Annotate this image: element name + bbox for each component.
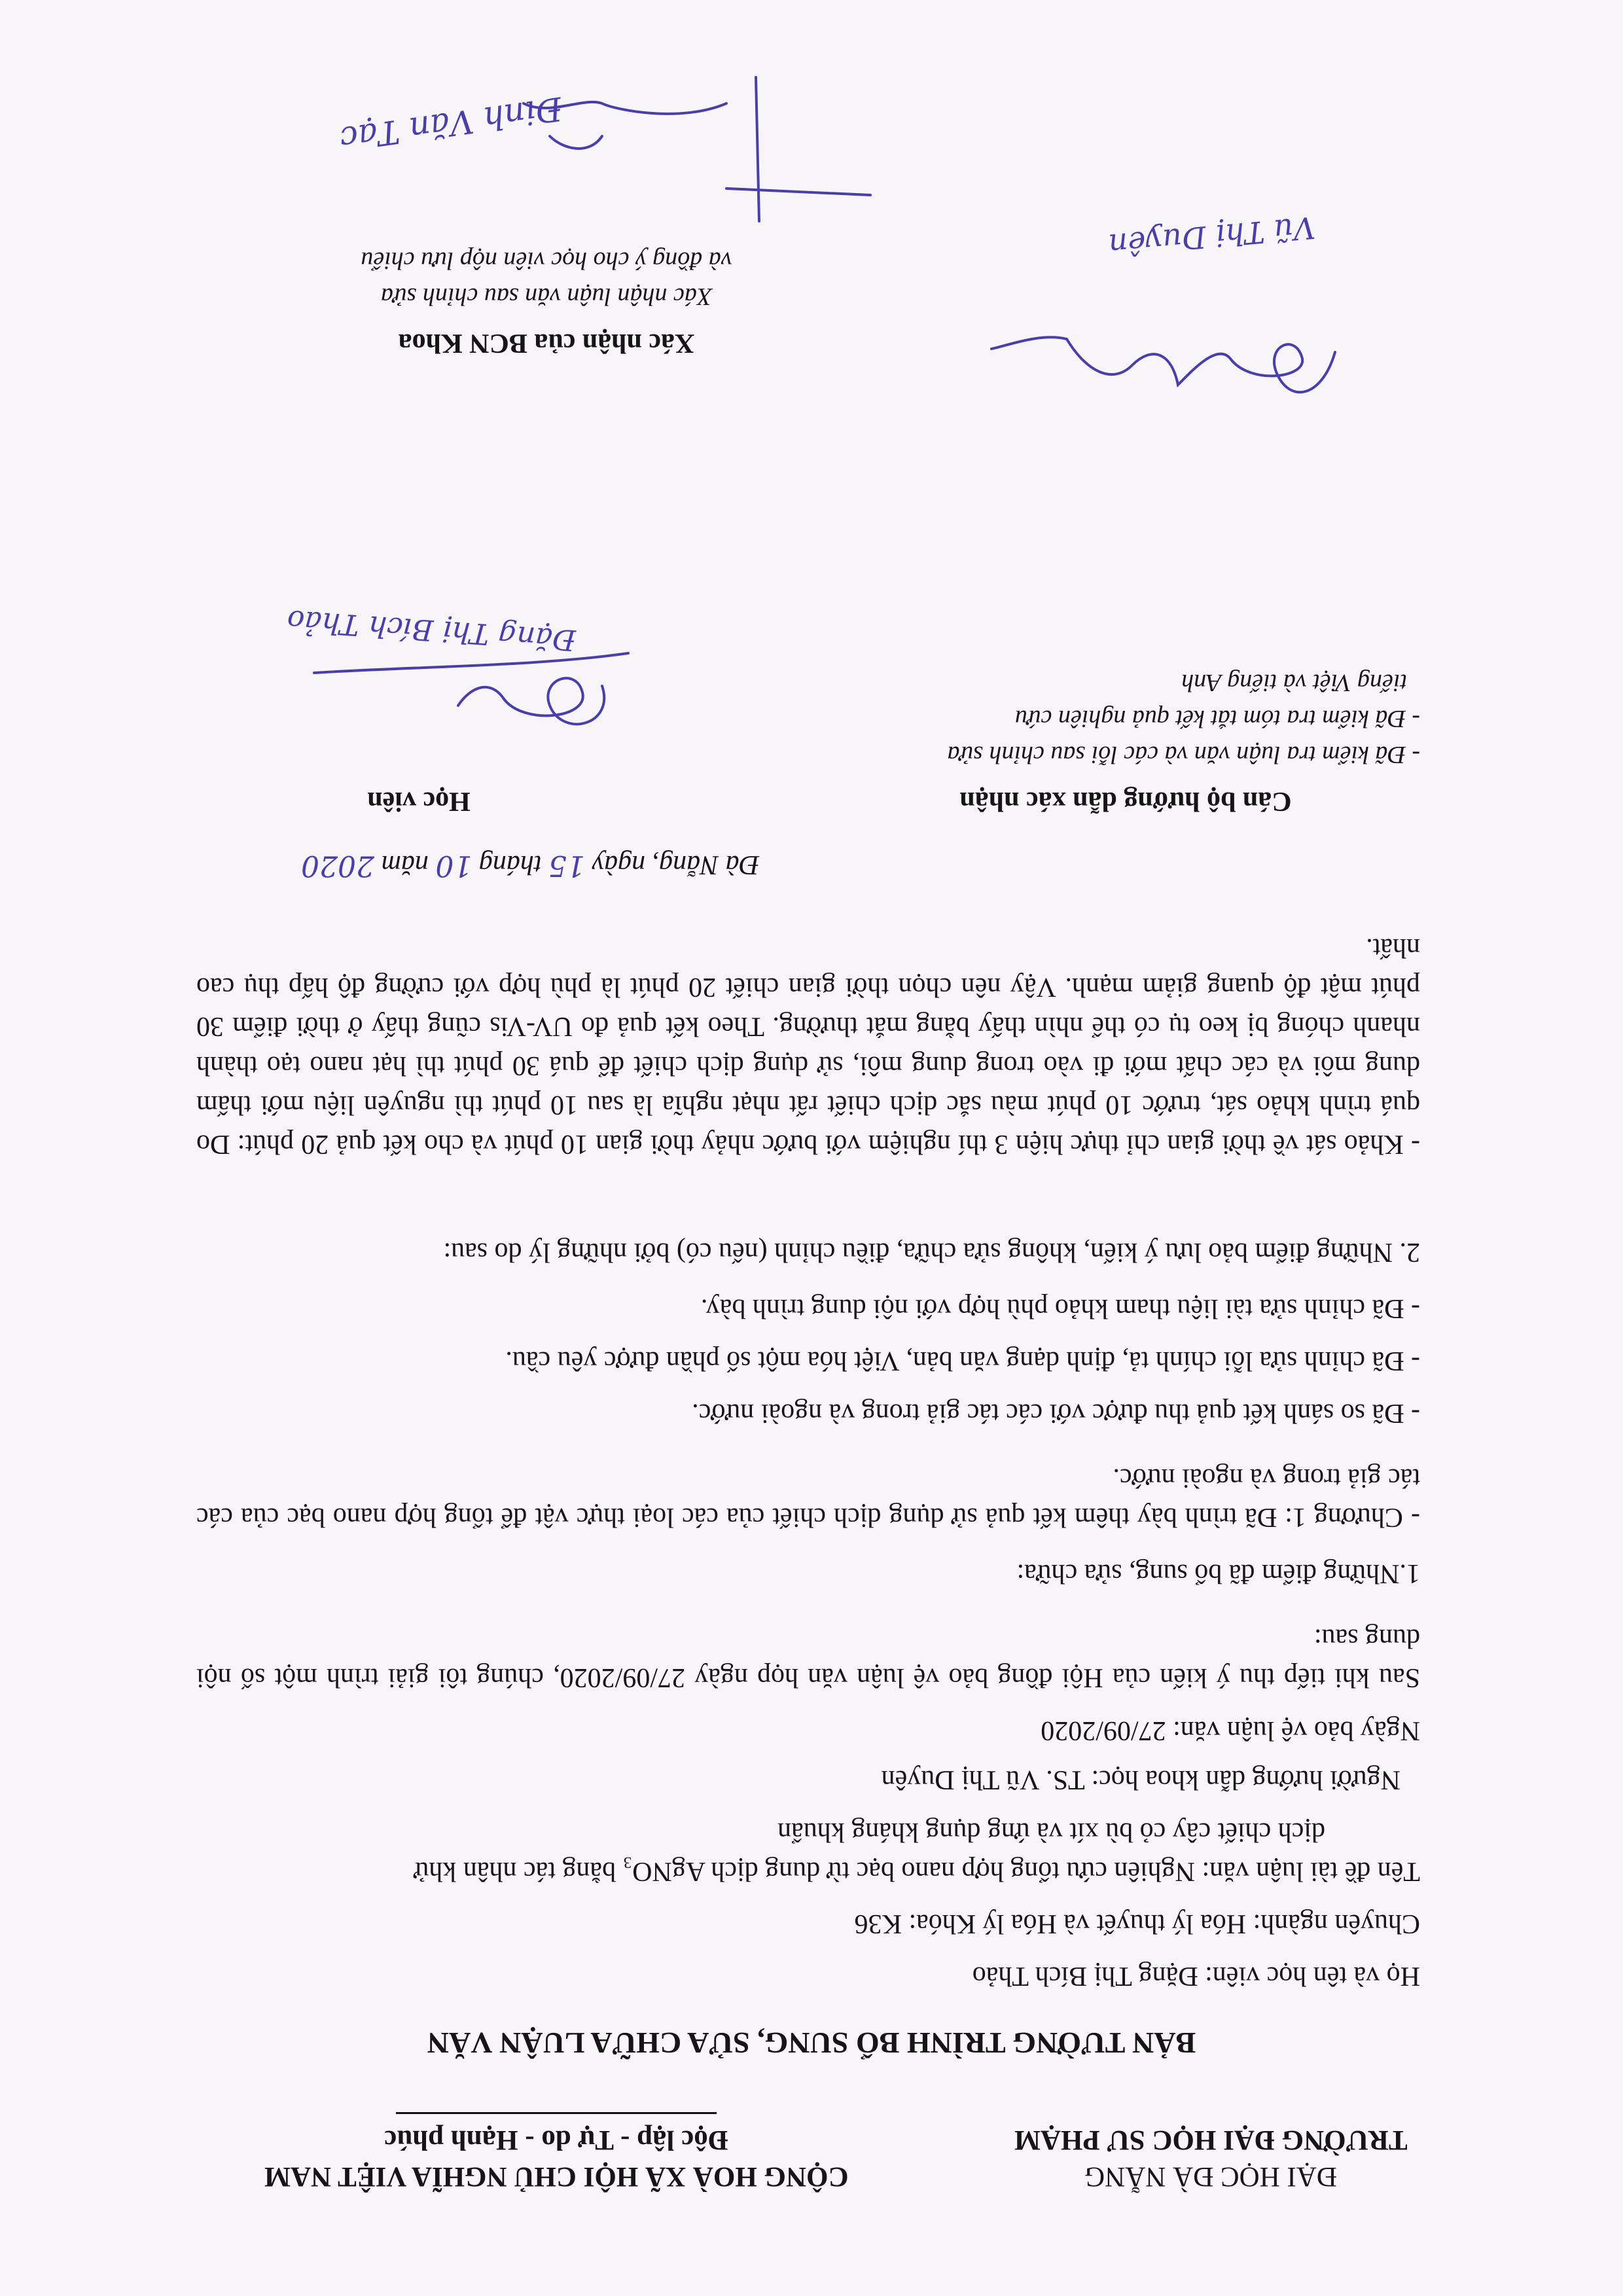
supervisor-title: Cán bộ hướng dẫn xác nhận [959, 786, 1292, 816]
student-name-line: Họ và tên học viên: Đặng Thị Bích Thảo [972, 1961, 1420, 1991]
topic-line-1: Tên đề tài luận văn: Nghiên cứu tổng hợp nano bạc từ dung dịch AgNO₃ bằng tác nhân khử [414, 1856, 1420, 1886]
section2-paragraph: - Khảo sát về thời gian chỉ thực hiện 3 thí nghiệm với bước nhảy thời gian 10 phút và cho kết quả 20 phút: Do quá trình khảo sát, trước 10 phút màu sắc dịch chiết rất nhạt nghĩa là sau 10 phút thì nguyên liệu mới thấm dung môi và các chất mới đi vào trong dung môi, sử dụng dịch chiết để quá 30 phút thì hạt nano tạo thành nhanh chóng bị keo tụ có thể nhìn thấy bằng mắt thường. Theo kết quả đo UV-Vis cũng thấy ở thời điểm 30 phút mật độ quang giảm mạnh. Vậy nên chọn thời gian chiết 20 phút là phù hợp với cường độ hấp thụ cao nhất. [196, 933, 1420, 1159]
student-signature-block [236, 785, 602, 817]
section1-item: - Đã chỉnh sửa tài liệu tham khảo phù hợp với nội dung trình bày. [700, 1293, 1420, 1323]
date-year-label: năm [381, 850, 429, 880]
supervisor-note-1: - Đã kiểm tra luận văn và các lỗi sau chỉnh sửa [947, 741, 1420, 768]
country-name: CỘNG HOÀ XÃ HỘI CHỦ NGHĨA VIỆT NAM [264, 2161, 849, 2192]
page-title: BẢN TƯỜNG TRÌNH BỔ SUNG, SỬA CHỮA LUẬN VĂN [427, 2026, 1196, 2060]
dean-confirmation-block [203, 242, 890, 359]
defense-date-line: Ngày bảo vệ luận văn: 27/09/2020 [1041, 1715, 1420, 1746]
student-printed-signature-name: Đặng Thị Bích Thảo [285, 603, 577, 657]
date-prefix: Đà Nẵng, ngày [592, 850, 759, 880]
date-line [301, 849, 759, 882]
date-month: 10 [435, 849, 473, 882]
motto: Độc lập - Tự do - Hạnh phúc [384, 2125, 728, 2155]
supervisor-signature [982, 306, 1348, 411]
section2-heading: 2. Những điểm bảo lưu ý kiến, không sửa chữa, điều chỉnh (nếu có) bởi những lý do sau: [443, 1237, 1420, 1267]
student-signature [288, 634, 654, 764]
supervisor-note-2: - Đã kiểm tra tóm tắt kết quả nghiên cứu [1014, 705, 1420, 732]
school-name: TRƯỜNG ĐẠI HỌC SƯ PHẠM [1014, 2125, 1408, 2155]
major-line: Chuyên ngành: Hóa lý thuyết và Hóa lý Khóa: K36 [854, 1909, 1420, 1939]
dean-note-1: Xác nhận luận văn sau chỉnh sửa [380, 283, 713, 310]
student-title: Học viên [367, 786, 471, 816]
intro-paragraph: Sau khi tiếp thu ý kiến của Hội đồng bảo vệ luận văn họp ngày 27/09/2020, chúng tôi giải trình một số nội dung sau: [196, 1623, 1420, 1693]
motto-underline [396, 2112, 717, 2114]
university-header [975, 2121, 1446, 2195]
dean-title: Xác nhận của BCN Khoa [398, 328, 695, 358]
section1-item: - Đã so sánh kết quả thu được với các tác giả trong và ngoài nước. [692, 1398, 1420, 1428]
dean-printed-signature-name: Đinh Văn Tạc [337, 89, 565, 158]
supervisor-line: Người hướng dẫn khoa học: TS. Vũ Thị Duyên [881, 1765, 1400, 1795]
supervisor-confirmation-block [831, 664, 1420, 817]
section1-item: - Chương 1: Đã trình bày thêm kết quả sử dụng dịch chiết của các loại thực vật để tổng hợp nano bạc của các tác giả trong và ngoài nước. [196, 1463, 1420, 1532]
date-year: 2020 [301, 849, 374, 882]
dean-signature [432, 64, 890, 234]
dean-note-2: và đồng ý cho học viên nộp lưu chiểu [361, 247, 732, 274]
national-motto-header [144, 2121, 969, 2195]
date-month-label: tháng [478, 850, 542, 880]
date-day: 15 [548, 849, 585, 882]
university-name: ĐẠI HỌC ĐÀ NẴNG [1084, 2161, 1337, 2192]
supervisor-note-3: tiếng Việt và tiếng Anh [1181, 669, 1407, 696]
section1-heading: 1.Những điểm đã bổ sung, sửa chữa: [1016, 1558, 1420, 1588]
section1-item: - Đã chỉnh sửa lỗi chính tả, định dạng văn bản, Việt hóa một số phần được yêu cầu. [505, 1346, 1420, 1376]
topic-line-2: dịch chiết cây cỏ bù xít và ứng dụng kháng khuẩn [777, 1817, 1325, 1847]
supervisor-printed-signature-name: Vũ Thị Duyên [1107, 209, 1317, 263]
